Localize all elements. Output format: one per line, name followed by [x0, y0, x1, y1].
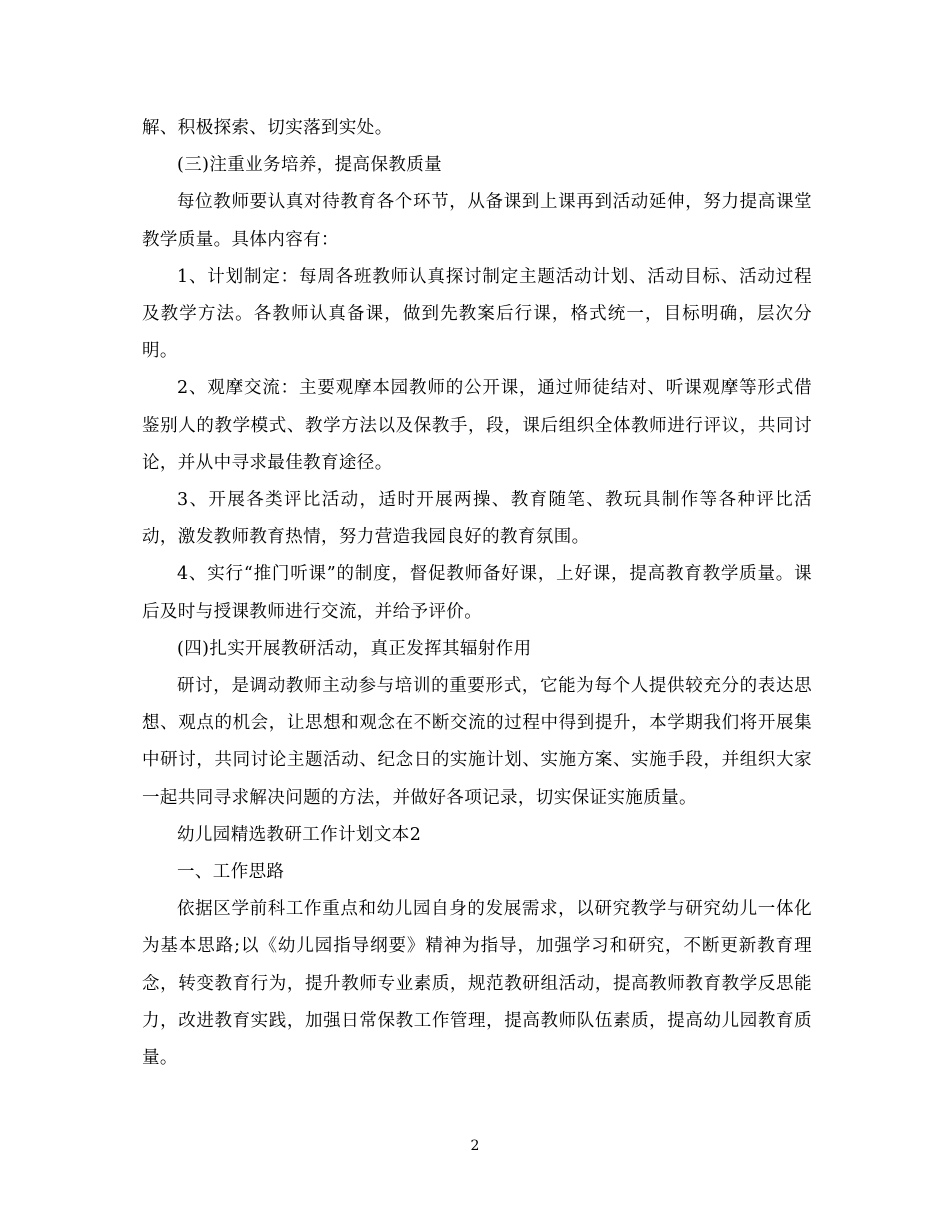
paragraph: 依据区学前科工作重点和幼儿园自身的发展需求，以研究教学与研究幼儿一体化为基本思路;以《幼儿园指导纲要》精神为指导，加强学习和研究，不断更新教育理念，转变教育行为，提升教师专业素质，规范教研组活动，提高教师教育教学反思能力，改进教育实践，加强日常保教工作管理，提高教师队伍素质，提高幼儿园教育质量。	[142, 899, 812, 1069]
page-number: 2	[470, 1138, 480, 1154]
section-heading-3: (三)注重业务培养，提高保教质量	[177, 155, 443, 176]
list-item-1: 1、计划制定：每周各班教师认真探讨制定主题活动计划、活动目标、活动过程及教学方法。各教师认真备课，做到先教案后行课，格式统一，目标明确，层次分明。	[142, 266, 812, 362]
paragraph: 研讨，是调动教师主动参与培训的重要形式，它能为每个人提供较充分的表达思想、观点的机会，让思想和观念在不断交流的过程中得到提升，本学期我们将开展集中研讨，共同讨论主题活动、纪念日的实施计划、实施方案、实施手段，并组织大家一起共同寻求解决问题的方法，并做好各项记录，切实保证实施质量。	[142, 676, 812, 808]
document-body	[142, 110, 812, 1077]
paragraph: 每位教师要认真对待教育各个环节，从备课到上课再到活动延伸，努力提高课堂教学质量。具体内容有：	[142, 192, 812, 250]
list-item-4: 4、实行“推门听课”的制度，督促教师备好课，上好课，提高教育教学质量。课后及时与授课教师进行交流，并给予评价。	[142, 564, 812, 622]
paragraph-continuation: 解、积极探索、切实落到实处。	[142, 118, 393, 138]
section-heading-1: 一、工作思路	[177, 862, 285, 883]
document-title-2: 幼儿园精选教研工作计划文本2	[177, 824, 422, 845]
list-item-2: 2、观摩交流：主要观摩本园教师的公开课，通过师徒结对、听课观摩等形式借鉴别人的教学模式、教学方法以及保教手，段，课后组织全体教师进行评议，共同讨论，并从中寻求最佳教育途径。	[142, 378, 812, 473]
section-heading-4: (四)扎实开展教研活动，真正发挥其辐射作用	[177, 638, 532, 659]
list-item-3: 3、开展各类评比活动，适时开展两操、教育随笔、教玩具制作等各种评比活动，激发教师教育热情，努力营造我园良好的教育氛围。	[142, 490, 812, 548]
